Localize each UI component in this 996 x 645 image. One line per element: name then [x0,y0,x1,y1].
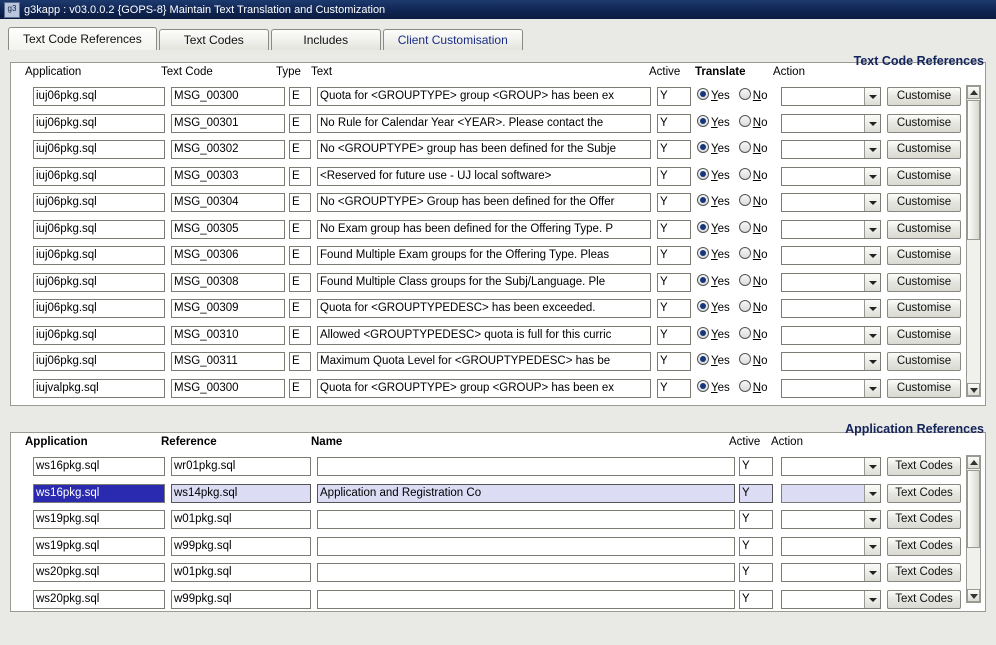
application-field[interactable]: ws20pkg.sql [33,590,165,609]
translate-radio-group[interactable] [697,221,777,235]
header-app-active: Active [729,436,761,448]
translate-no-radio[interactable]: No [739,196,768,208]
radio-off-icon [739,141,751,153]
application-field[interactable]: ws19pkg.sql [33,510,165,529]
text-code-field[interactable]: MSG_00306 [171,246,285,265]
translate-no-radio[interactable]: No [739,170,768,182]
translate-no-radio[interactable]: No [739,143,768,155]
application-field[interactable]: iuj06pkg.sql [33,140,165,159]
chevron-down-icon[interactable] [864,194,880,211]
action-dropdown[interactable] [781,326,881,345]
application-field[interactable]: ws19pkg.sql [33,537,165,556]
radio-off-icon [739,353,751,365]
application-field[interactable]: iuj06pkg.sql [33,273,165,292]
translate-yes-radio[interactable]: Yes [697,170,730,182]
name-field[interactable] [317,510,735,529]
action-dropdown[interactable] [781,246,881,265]
active-field[interactable]: Y [739,484,773,503]
text-field[interactable]: Quota for <GROUPTYPE> group <GROUP> has been ex [317,379,651,398]
radio-off-icon [739,380,751,392]
radio-on-icon [697,247,709,259]
action-dropdown[interactable] [781,537,881,556]
text-field[interactable]: Found Multiple Exam groups for the Offering Type. Pleas [317,246,651,265]
action-dropdown[interactable] [781,114,881,133]
application-field[interactable]: iuj06pkg.sql [33,167,165,186]
customise-button[interactable]: Customise [887,246,961,265]
application-references-rows [11,454,985,613]
table-row[interactable] [11,296,985,323]
active-field[interactable]: Y [739,590,773,609]
radio-on-icon [697,194,709,206]
header-app-application: Application [25,436,88,448]
chevron-down-icon[interactable] [864,591,880,608]
tab-client-customisation[interactable]: Client Customisation [383,29,523,50]
table-row[interactable] [11,454,985,481]
text-code-references-scrollbar[interactable] [966,85,981,397]
translate-radio-group[interactable] [697,300,777,314]
chevron-down-icon[interactable] [864,168,880,185]
active-field[interactable]: Y [657,379,691,398]
header-type: Type [276,66,301,78]
scroll-down-icon[interactable] [967,383,980,396]
active-field[interactable]: Y [657,299,691,318]
application-field[interactable]: iuj06pkg.sql [33,193,165,212]
active-field[interactable]: Y [657,220,691,239]
action-dropdown[interactable] [781,87,881,106]
radio-on-icon [697,380,709,392]
tab-text-code-references[interactable]: Text Code References [8,27,157,50]
chevron-down-icon[interactable] [864,221,880,238]
application-references-panel-title: Application References [845,422,984,436]
radio-on-icon [697,168,709,180]
tab-text-codes[interactable]: Text Codes [159,29,269,50]
text-codes-button[interactable]: Text Codes [887,563,961,582]
text-code-field[interactable]: MSG_00304 [171,193,285,212]
chevron-down-icon[interactable] [864,511,880,528]
chevron-down-icon[interactable] [864,485,880,502]
application-field[interactable]: iuj06pkg.sql [33,326,165,345]
translate-no-radio[interactable]: No [739,90,768,102]
text-code-field[interactable]: MSG_00302 [171,140,285,159]
translate-radio-group[interactable] [697,274,777,288]
header-active: Active [649,66,681,78]
active-field[interactable]: Y [657,87,691,106]
action-dropdown[interactable] [781,140,881,159]
radio-on-icon [697,327,709,339]
text-code-field[interactable]: MSG_00301 [171,114,285,133]
table-row[interactable] [11,217,985,244]
text-code-field[interactable]: MSG_00308 [171,273,285,292]
type-field[interactable]: E [289,114,311,133]
action-dropdown[interactable] [781,220,881,239]
text-codes-button[interactable]: Text Codes [887,510,961,529]
text-field[interactable]: No <GROUPTYPE> Group has been defined for the Offer [317,193,651,212]
chevron-down-icon[interactable] [864,327,880,344]
type-field[interactable]: E [289,140,311,159]
radio-off-icon [739,274,751,286]
header-text: Text [311,66,333,78]
active-field[interactable]: Y [739,510,773,529]
text-code-references-panel-title: Text Code References [853,54,984,68]
radio-on-icon [697,353,709,365]
type-field[interactable]: E [289,379,311,398]
action-dropdown[interactable] [781,273,881,292]
active-field[interactable]: Y [657,114,691,133]
active-field[interactable]: Y [739,537,773,556]
application-field[interactable]: iuj06pkg.sql [33,352,165,371]
translate-no-radio[interactable]: No [739,355,768,367]
name-field[interactable] [317,563,735,582]
name-field[interactable] [317,537,735,556]
text-codes-button[interactable]: Text Codes [887,537,961,556]
customise-button[interactable]: Customise [887,167,961,186]
application-references-scrollbar[interactable] [966,455,981,603]
translate-no-radio[interactable]: No [739,223,768,235]
radio-on-icon [697,221,709,233]
reference-field[interactable]: wr01pkg.sql [171,457,311,476]
translate-no-radio[interactable]: No [739,329,768,341]
active-field[interactable]: Y [739,563,773,582]
header-app-name: Name [311,436,343,448]
application-field[interactable]: ws20pkg.sql [33,563,165,582]
name-field[interactable] [317,590,735,609]
customise-button[interactable]: Customise [887,220,961,239]
translate-yes-radio[interactable]: Yes [697,90,730,102]
chevron-down-icon[interactable] [864,353,880,370]
translate-no-radio[interactable]: No [739,117,768,129]
table-row[interactable] [11,164,985,191]
action-dropdown[interactable] [781,510,881,529]
application-field[interactable]: iuj06pkg.sql [33,246,165,265]
reference-field[interactable]: w99pkg.sql [171,590,311,609]
type-field[interactable]: E [289,220,311,239]
text-field[interactable]: No Exam group has been defined for the Offering Type. P [317,220,651,239]
text-field[interactable]: <Reserved for future use - UJ local software> [317,167,651,186]
text-code-field[interactable]: MSG_00300 [171,87,285,106]
translate-radio-group[interactable] [697,247,777,261]
active-field[interactable]: Y [657,246,691,265]
customise-button[interactable]: Customise [887,379,961,398]
header-text-code: Text Code [161,66,213,78]
text-code-field[interactable]: MSG_00300 [171,379,285,398]
header-translate: Translate [695,66,746,78]
active-field[interactable]: Y [657,352,691,371]
text-code-field[interactable]: MSG_00309 [171,299,285,318]
radio-off-icon [739,168,751,180]
table-row[interactable] [11,111,985,138]
radio-on-icon [697,274,709,286]
translate-yes-radio[interactable]: Yes [697,249,730,261]
reference-field[interactable]: w01pkg.sql [171,510,311,529]
translate-yes-radio[interactable]: Yes [697,355,730,367]
header-action: Action [773,66,805,78]
name-field[interactable]: Application and Registration Co [317,484,735,503]
active-field[interactable]: Y [657,167,691,186]
scrollbar-thumb[interactable] [967,470,980,548]
radio-off-icon [739,221,751,233]
chevron-down-icon[interactable] [864,564,880,581]
table-row[interactable] [11,243,985,270]
text-code-references-panel [10,62,986,406]
customise-button[interactable]: Customise [887,87,961,106]
table-row[interactable] [11,376,985,403]
application-references-column-headers [11,433,985,454]
table-row[interactable] [11,481,985,508]
active-field[interactable]: Y [739,457,773,476]
window-title: g3kapp : v03.0.0.2 {GOPS-8} Maintain Text Translation and Customization [24,3,386,16]
translate-radio-group[interactable] [697,194,777,208]
tab-includes[interactable]: Includes [271,29,381,50]
type-field[interactable]: E [289,167,311,186]
chevron-down-icon[interactable] [864,300,880,317]
application-field[interactable]: iuj06pkg.sql [33,220,165,239]
text-field[interactable]: Found Multiple Class groups for the Subj/Language. Ple [317,273,651,292]
customise-button[interactable]: Customise [887,299,961,318]
customise-button[interactable]: Customise [887,114,961,133]
customise-button[interactable]: Customise [887,193,961,212]
translate-radio-group[interactable] [697,353,777,367]
radio-on-icon [697,88,709,100]
translate-yes-radio[interactable]: Yes [697,382,730,394]
translate-radio-group[interactable] [697,141,777,155]
active-field[interactable]: Y [657,193,691,212]
table-row[interactable] [11,534,985,561]
text-code-field[interactable]: MSG_00311 [171,352,285,371]
action-dropdown[interactable] [781,379,881,398]
reference-field[interactable]: w99pkg.sql [171,537,311,556]
translate-radio-group[interactable] [697,380,777,394]
translate-no-radio[interactable]: No [739,302,768,314]
text-codes-button[interactable]: Text Codes [887,590,961,609]
text-field[interactable]: Quota for <GROUPTYPE> group <GROUP> has been ex [317,87,651,106]
translate-radio-group[interactable] [697,327,777,341]
radio-off-icon [739,300,751,312]
chevron-down-icon[interactable] [864,458,880,475]
action-dropdown[interactable] [781,193,881,212]
text-code-field[interactable]: MSG_00303 [171,167,285,186]
reference-field[interactable]: ws14pkg.sql [171,484,311,503]
customise-button[interactable]: Customise [887,326,961,345]
text-field[interactable]: No <GROUPTYPE> group has been defined for the Subje [317,140,651,159]
customise-button[interactable]: Customise [887,352,961,371]
application-field[interactable]: ws16pkg.sql [33,484,165,503]
action-dropdown[interactable] [781,167,881,186]
scroll-up-icon[interactable] [967,86,980,99]
translate-yes-radio[interactable]: Yes [697,223,730,235]
application-icon: g3 [4,2,20,18]
action-dropdown[interactable] [781,590,881,609]
radio-on-icon [697,300,709,312]
customise-button[interactable]: Customise [887,140,961,159]
table-row[interactable] [11,84,985,111]
chevron-down-icon[interactable] [864,115,880,132]
text-code-references-rows [11,84,985,402]
active-field[interactable]: Y [657,326,691,345]
translate-no-radio[interactable]: No [739,276,768,288]
radio-off-icon [739,327,751,339]
action-dropdown[interactable] [781,299,881,318]
chevron-down-icon[interactable] [864,247,880,264]
text-field[interactable]: Maximum Quota Level for <GROUPTYPEDESC> has be [317,352,651,371]
table-row[interactable] [11,137,985,164]
radio-off-icon [739,88,751,100]
chevron-down-icon[interactable] [864,141,880,158]
scroll-up-icon[interactable] [967,456,980,469]
translate-yes-radio[interactable]: Yes [697,117,730,129]
table-row[interactable] [11,349,985,376]
radio-off-icon [739,194,751,206]
type-field[interactable]: E [289,352,311,371]
header-app-reference: Reference [161,436,217,448]
name-field[interactable] [317,457,735,476]
chevron-down-icon[interactable] [864,380,880,397]
radio-off-icon [739,115,751,127]
application-field[interactable]: ws16pkg.sql [33,457,165,476]
chevron-down-icon[interactable] [864,274,880,291]
table-row[interactable] [11,323,985,350]
text-code-references-column-headers [11,63,985,84]
text-field[interactable]: Allowed <GROUPTYPEDESC> quota is full for this curric [317,326,651,345]
active-field[interactable]: Y [657,273,691,292]
active-field[interactable]: Y [657,140,691,159]
action-dropdown[interactable] [781,352,881,371]
translate-yes-radio[interactable]: Yes [697,196,730,208]
translate-radio-group[interactable] [697,115,777,129]
type-field[interactable]: E [289,193,311,212]
translate-yes-radio[interactable]: Yes [697,302,730,314]
text-field[interactable]: Quota for <GROUPTYPEDESC> has been exceeded. [317,299,651,318]
translate-radio-group[interactable] [697,168,777,182]
text-codes-button[interactable]: Text Codes [887,484,961,503]
reference-field[interactable]: w01pkg.sql [171,563,311,582]
translate-no-radio[interactable]: No [739,249,768,261]
chevron-down-icon[interactable] [864,538,880,555]
text-field[interactable]: No Rule for Calendar Year <YEAR>. Please contact the [317,114,651,133]
application-field[interactable]: iuj06pkg.sql [33,299,165,318]
type-field[interactable]: E [289,273,311,292]
type-field[interactable]: E [289,87,311,106]
action-dropdown[interactable] [781,457,881,476]
translate-no-radio[interactable]: No [739,382,768,394]
customise-button[interactable]: Customise [887,273,961,292]
translate-yes-radio[interactable]: Yes [697,143,730,155]
header-application: Application [25,66,82,78]
text-codes-button[interactable]: Text Codes [887,457,961,476]
application-field[interactable]: iuj06pkg.sql [33,114,165,133]
application-field[interactable]: iuj06pkg.sql [33,87,165,106]
chevron-down-icon[interactable] [864,88,880,105]
action-dropdown[interactable] [781,484,881,503]
type-field[interactable]: E [289,326,311,345]
radio-off-icon [739,247,751,259]
table-row[interactable] [11,507,985,534]
scroll-down-icon[interactable] [967,589,980,602]
application-field[interactable]: iujvalpkg.sql [33,379,165,398]
text-code-field[interactable]: MSG_00305 [171,220,285,239]
table-row[interactable] [11,270,985,297]
window-titlebar [0,0,996,19]
action-dropdown[interactable] [781,563,881,582]
type-field[interactable]: E [289,246,311,265]
radio-on-icon [697,115,709,127]
scrollbar-thumb[interactable] [967,100,980,240]
header-app-action: Action [771,436,803,448]
translate-yes-radio[interactable]: Yes [697,276,730,288]
type-field[interactable]: E [289,299,311,318]
application-references-panel [10,432,986,612]
table-row[interactable] [11,190,985,217]
table-row[interactable] [11,587,985,614]
text-code-field[interactable]: MSG_00310 [171,326,285,345]
radio-on-icon [697,141,709,153]
translate-radio-group[interactable] [697,88,777,102]
tab-strip [0,19,996,50]
table-row[interactable] [11,560,985,587]
translate-yes-radio[interactable]: Yes [697,329,730,341]
